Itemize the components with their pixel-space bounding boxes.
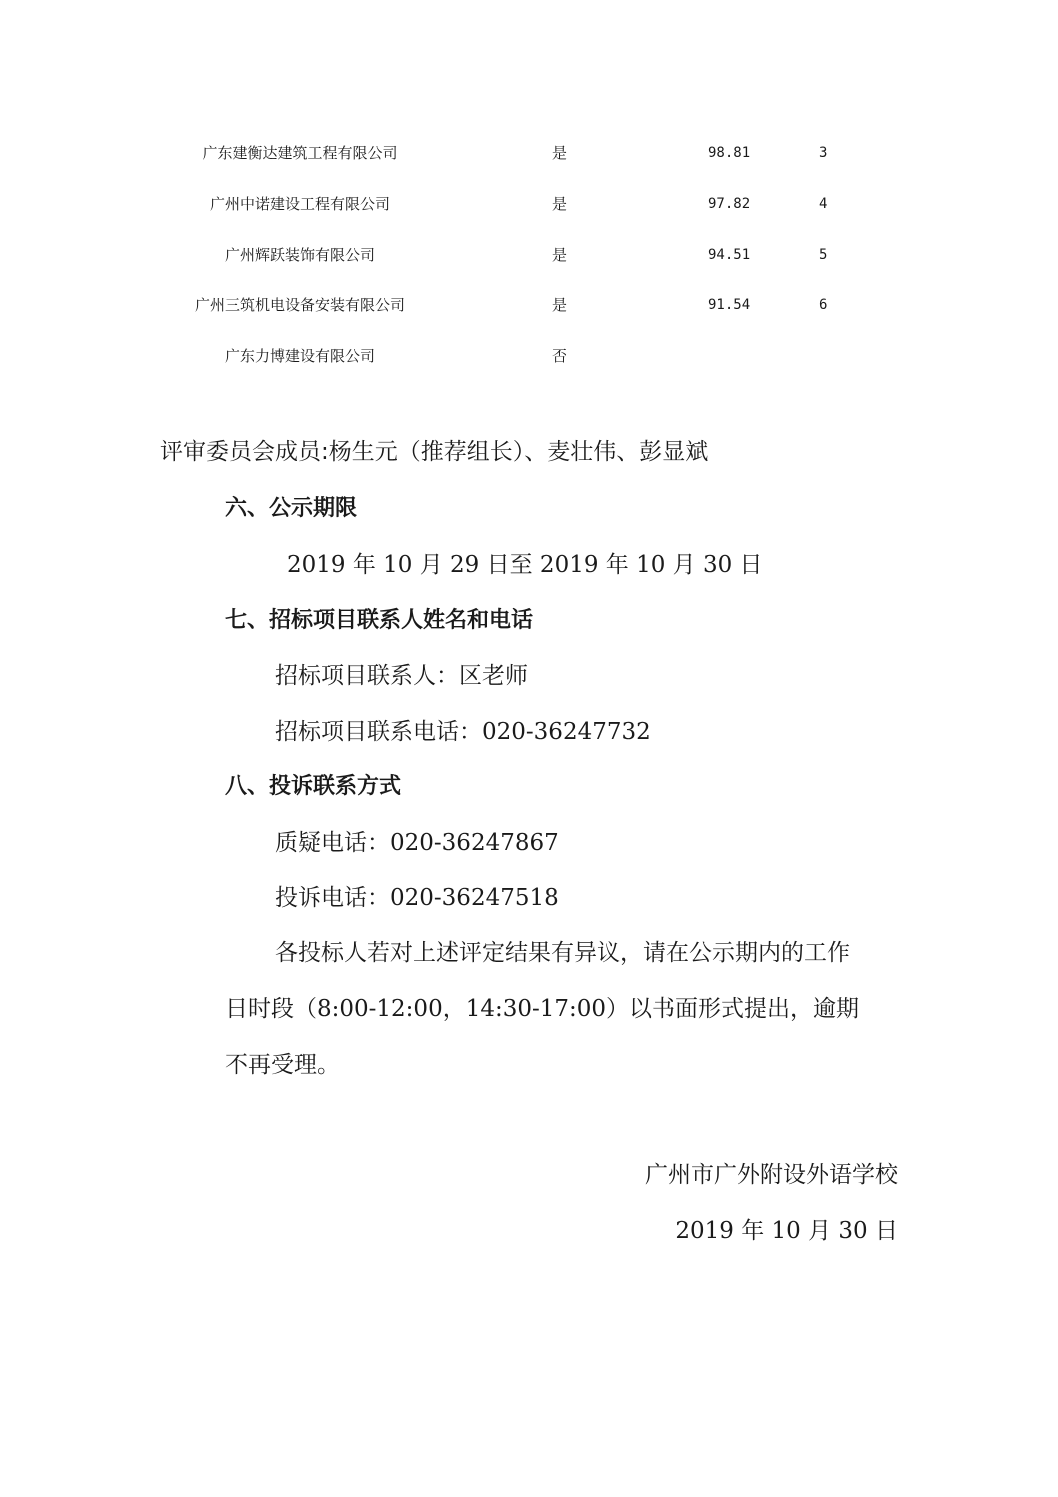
company-name: 广东建衡达建筑工程有限公司	[202, 144, 398, 162]
committee-label: 评审委员会成员:	[160, 439, 329, 465]
table-row	[0, 245, 1058, 295]
table-row	[0, 143, 1058, 193]
score: 97.82	[708, 196, 751, 212]
rank: 5	[819, 247, 828, 263]
company-name: 广州辉跃装饰有限公司	[224, 246, 375, 264]
notice-line: 不再受理。	[225, 1052, 340, 1078]
query-phone: 质疑电话：020-36247867	[275, 830, 559, 856]
table-row	[0, 295, 1058, 345]
signoff-organization: 广州市广外附设外语学校	[645, 1162, 898, 1188]
section6-heading: 六、公示期限	[225, 496, 358, 521]
rank: 4	[819, 196, 828, 212]
rank: 3	[819, 145, 828, 161]
section7-heading: 七、招标项目联系人姓名和电话	[225, 608, 534, 633]
rank: 6	[819, 297, 828, 313]
score: 91.54	[708, 297, 751, 313]
passed-flag: 是	[552, 195, 568, 213]
committee-line	[160, 437, 708, 467]
complaint-phone: 投诉电话：020-36247518	[275, 885, 559, 911]
score: 98.81	[708, 145, 751, 161]
company-name: 广东力博建设有限公司	[224, 347, 375, 365]
passed-flag: 是	[552, 296, 568, 314]
signoff-date: 2019 年 10 月 30 日	[675, 1218, 898, 1244]
company-name: 广州中诺建设工程有限公司	[209, 195, 390, 213]
notice-line: 各投标人若对上述评定结果有异议，请在公示期内的工作	[275, 940, 850, 966]
contact-phone: 招标项目联系电话：020-36247732	[275, 719, 651, 745]
company-name: 广州三筑机电设备安装有限公司	[194, 296, 405, 314]
passed-flag: 是	[552, 144, 568, 162]
table-row	[0, 194, 1058, 244]
contact-person: 招标项目联系人：区老师	[275, 663, 528, 689]
notice-line: 日时段（8:00-12:00，14:30-17:00）以书面形式提出，逾期	[225, 996, 860, 1022]
table-row	[0, 346, 1058, 396]
section8-heading: 八、投诉联系方式	[225, 774, 402, 799]
committee-members: 杨生元（推荐组长）、麦壮伟、彭显斌	[328, 439, 709, 465]
passed-flag: 否	[552, 347, 568, 365]
publicity-period: 2019 年 10 月 29 日至 2019 年 10 月 30 日	[287, 552, 763, 578]
passed-flag: 是	[552, 246, 568, 264]
score: 94.51	[708, 247, 751, 263]
